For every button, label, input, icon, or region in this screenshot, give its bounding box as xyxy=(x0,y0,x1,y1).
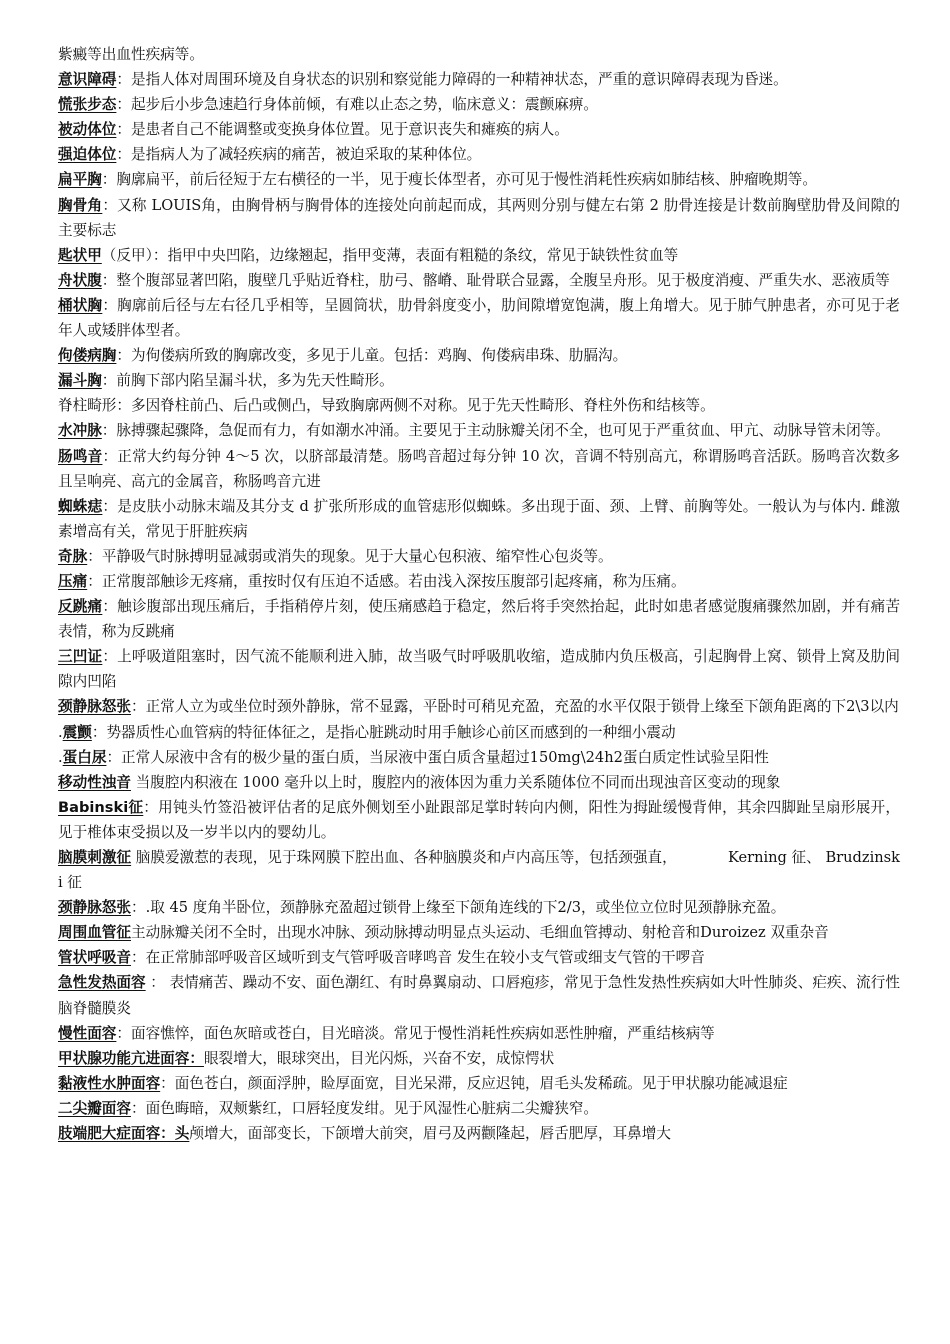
entry-definition: 起步后小步急速趋行身体前倾，有难以止态之势，临床意义：震颤麻痹。 xyxy=(131,96,599,114)
definition-entry xyxy=(58,644,900,694)
entry-definition: 正常人尿液中含有的极少量的蛋白质，当尿液中蛋白质含量超过150mg\24h2蛋白质定性试验呈阳性 xyxy=(121,748,769,766)
entry-definition: 整个腹部显著凹陷，腹壁几乎贴近脊柱，肋弓、髂嵴、耻骨联合显露，全腹呈舟形。见于极度消瘦、严重失水、恶液质等 xyxy=(116,271,890,289)
entry-separator: ： xyxy=(130,899,146,917)
definition-entry xyxy=(58,694,900,719)
entry-prefix: . xyxy=(58,723,63,741)
entry-term: 漏斗胸 xyxy=(58,372,102,390)
definition-entry xyxy=(58,1071,900,1096)
entry-term: 周围血管征 xyxy=(58,924,131,942)
entry-prefix: . xyxy=(58,748,63,766)
entry-definition: 是皮肤小动脉末端及其分支 d 扩张所形成的血管痣形似蜘蛛。多出现于面、颈、上臂、前胸等处。一般认为与体内. 雌激素增高有关，常见于肝脏疾病 xyxy=(58,497,900,540)
entry-term: 胸骨角 xyxy=(58,196,103,214)
entry-definition: 面色晦暗，双颊紫红，口唇轻度发绀。见于风湿性心脏病二尖瓣狭窄。 xyxy=(145,1099,599,1117)
definition-entry xyxy=(58,368,900,393)
definition-entry xyxy=(58,167,900,192)
entry-separator: ： xyxy=(102,296,118,314)
entry-definition: 用钝头竹签沿被评估者的足底外侧划至小趾跟部足掌时转向内侧，阳性为拇趾缓慢背伸，其余四脚趾呈扇形展开，见于椎体束受损以及一岁半以内的婴幼儿。 xyxy=(58,798,900,841)
entry-term: 被动体位 xyxy=(58,121,117,139)
definition-entry xyxy=(58,544,900,569)
entry-definition: 正常人立为或坐位时颈外静脉，常不显露，平卧时可稍见充盈，充盈的水平仅限于锁骨上缘至下颌角距离的下2\3以内 xyxy=(145,698,899,716)
definition-entry xyxy=(58,1021,900,1046)
entry-term: 肢端肥大症面容：头 xyxy=(58,1125,190,1143)
entry-term: 二尖瓣面容 xyxy=(58,1099,131,1117)
entry-definition: 是指病人为了减轻疾病的痛苦，被迫采取的某种体位。 xyxy=(131,146,482,164)
definition-entry xyxy=(58,268,900,293)
entry-separator: ： xyxy=(160,1074,175,1092)
entry-definition: 上呼吸道阻塞时，因气流不能顺利进入肺，故当吸气时呼吸肌收缩，造成肺内负压极高，引起胸骨上窝、锁骨上窝及肋间隙内凹陷 xyxy=(58,648,900,691)
entry-term: Babinski征 xyxy=(58,798,144,816)
entry-definition: 脊柱畸形：多因脊柱前凸、后凸或侧凸，导致胸廓两侧不对称。见于先天性畸形、脊柱外伤和结核等。 xyxy=(58,397,715,415)
entry-definition: 势器质性心血管病的特征体征之，是指心脏跳动时用手触诊心前区而感到的一种细小震动 xyxy=(106,723,676,741)
entry-separator: ： xyxy=(101,422,117,440)
entry-separator: ： xyxy=(101,171,117,189)
definition-entry xyxy=(58,945,900,970)
entry-separator: ： xyxy=(116,146,131,164)
entry-term: 甲状腺功能亢进面容： xyxy=(58,1049,204,1067)
entry-separator: ： xyxy=(130,1099,146,1117)
entry-definition: 正常大约每分钟 4～5 次，以脐部最清楚。肠鸣音超过每分钟 10 次，音调不特别高亢，称谓肠鸣音活跃。肠鸣音次数多且呈响亮、高亢的金属音，称肠鸣音亢进 xyxy=(58,447,900,490)
definition-entry xyxy=(58,393,900,418)
entry-term: 舟状腹 xyxy=(58,271,102,289)
definition-entry xyxy=(58,745,900,770)
definition-entry xyxy=(58,569,900,594)
entry-separator: ： xyxy=(116,347,131,365)
entry-definition: 颅增大，面部变长，下颌增大前突，眉弓及两颧隆起，唇舌肥厚，耳鼻增大 xyxy=(189,1125,671,1143)
entry-definition: 平静吸气时脉搏明显减弱或消失的现象。见于大量心包积液、缩窄性心包炎等。 xyxy=(101,547,613,565)
entry-term: 慌张步态 xyxy=(58,96,117,114)
entry-separator: ： xyxy=(116,1024,131,1042)
entry-definition: 是患者自己不能调整或变换身体位置。见于意识丧失和瘫痪的病人。 xyxy=(131,121,569,139)
definition-entry xyxy=(58,142,900,167)
entry-separator: ： xyxy=(102,447,118,465)
entry-definition: 为佝偻病所致的胸廓改变，多见于儿童。包括：鸡胸、佝偻病串珠、肋膈沟。 xyxy=(131,347,628,365)
definition-entry xyxy=(58,895,900,920)
entry-separator: ： xyxy=(101,271,117,289)
definition-entry xyxy=(58,494,900,544)
definition-entry xyxy=(58,1096,900,1121)
entry-definition: 面色苍白，颜面浮肿，睑厚面宽，目光呆滞，反应迟钝，眉毛头发稀疏。见于甲状腺功能减退症 xyxy=(174,1074,788,1092)
entry-term: 奇脉 xyxy=(58,547,88,565)
entry-separator: ： xyxy=(143,798,159,816)
entry-term: 震颤 xyxy=(62,723,92,741)
entry-separator: ： xyxy=(116,121,131,139)
entry-separator: ： xyxy=(102,648,118,666)
definition-entry xyxy=(58,343,900,368)
entry-separator: ： xyxy=(101,372,117,390)
entry-separator: ： xyxy=(91,723,107,741)
entry-separator: ： xyxy=(130,949,146,967)
definition-entry xyxy=(58,67,900,92)
definition-entry xyxy=(58,418,900,443)
entry-definition: 是指人体对周围环境及自身状态的识别和察觉能力障碍的一种精神状态，严重的意识障碍表现为昏迷。 xyxy=(131,71,788,89)
entry-definition: 脑膜爱激惹的表现，见于珠网膜下腔出血、各种脑膜炎和卢内高压等，包括颈强直， Kerning 征、 Brudzinski 征 xyxy=(58,849,900,892)
definition-entry xyxy=(58,1121,900,1146)
entry-term: 水冲脉 xyxy=(58,422,102,440)
entry-term: 反跳痛 xyxy=(58,598,103,616)
entry-definition: 面容憔悴，面色灰暗或苍白，目光暗淡。常见于慢性消耗性疾病如恶性肿瘤，严重结核病等 xyxy=(131,1024,715,1042)
entry-term: 移动性浊音 xyxy=(58,773,131,791)
entry-definition: 脉搏骤起骤降，急促而有力，有如潮水冲涌。主要见于主动脉瓣关闭不全，也可见于严重贫血、甲亢、动脉导管未闭等。 xyxy=(116,422,890,440)
entry-term: 黏液性水肿面容 xyxy=(58,1074,161,1092)
definition-entry xyxy=(58,770,900,795)
entry-separator: ： xyxy=(116,71,131,89)
entry-term: 慢性面容 xyxy=(58,1024,117,1042)
entry-term: 急性发热面容 xyxy=(58,974,146,992)
entry-term: 蛋白尿 xyxy=(62,748,107,766)
entry-term: 肠鸣音 xyxy=(58,447,103,465)
entry-term: 佝偻病胸 xyxy=(58,347,117,365)
definition-entry xyxy=(58,920,900,945)
entry-definition: 当腹腔内积液在 1000 毫升以上时，腹腔内的液体因为重力关系随体位不同而出现浊音区变动的现象 xyxy=(135,773,781,791)
entry-definition: .取 45 度角半卧位，颈静脉充盈超过锁骨上缘至下颌角连线的下2/3，或坐位立位时见颈静脉充盈。 xyxy=(145,899,786,917)
entry-definition: 表情痛苦、躁动不安、面色潮红、有时鼻翼扇动、口唇疱疹，常见于急性发热性疾病如大叶性肺炎、疟疾、流行性脑脊髓膜炎 xyxy=(58,974,900,1017)
entry-separator: ： xyxy=(87,572,102,590)
entry-definition: 正常腹部触诊无疼痛，重按时仅有压迫不适感。若由浅入深按压腹部引起疼痛，称为压痛。 xyxy=(101,572,686,590)
definition-entry xyxy=(58,117,900,142)
entry-definition: 胸廓扁平，前后径短于左右横径的一半，见于瘦长体型者，亦可见于慢性消耗性疾病如肺结核、肿瘤晚期等。 xyxy=(116,171,817,189)
entry-separator: ： xyxy=(106,748,122,766)
entry-term: 扁平胸 xyxy=(58,171,102,189)
entry-separator: ： xyxy=(130,698,146,716)
entry-definition: 紫癜等出血性疾病等。 xyxy=(58,46,204,63)
entry-term: 强迫体位 xyxy=(58,146,117,164)
definition-entry xyxy=(58,720,900,745)
entry-definition: 胸廓前后径与左右径几乎相等，呈圆筒状，肋骨斜度变小，肋间隙增宽饱满，腹上角增大。见于肺气肿患者，亦可见于老年人或矮胖体型者。 xyxy=(58,296,900,340)
entry-separator: ： xyxy=(102,598,118,616)
entry-term: 桶状胸 xyxy=(58,296,103,314)
entry-definition: 在正常肺部呼吸音区域听到支气管呼吸音哮鸣音 发生在较小支气管或细支气管的干啰音 xyxy=(145,949,705,967)
entry-definition: 触诊腹部出现压痛后，手指稍停片刻，使压痛感趋于稳定，然后将手突然抬起，此时如患者感觉腹痛骤然加剧，并有痛苦表情，称为反跳痛 xyxy=(58,598,900,641)
entry-definition: 眼裂增大，眼球突出，目光闪烁，兴奋不安，成惊愕状 xyxy=(203,1049,555,1067)
definition-entry xyxy=(58,845,900,895)
definition-entry xyxy=(58,1046,900,1071)
definition-entry xyxy=(58,42,900,67)
entry-definition: 前胸下部内陷呈漏斗状，多为先天性畸形。 xyxy=(116,372,394,390)
entry-definition: （反甲）：指甲中央凹陷，边缘翘起，指甲变薄，表面有粗糙的条纹，常见于缺铁性贫血等 xyxy=(101,246,679,264)
entry-separator: ： xyxy=(87,547,102,565)
definition-entry xyxy=(58,444,900,494)
entry-separator: ： xyxy=(102,497,118,515)
entry-term: 压痛 xyxy=(58,572,88,590)
definition-entry xyxy=(58,594,900,644)
entry-separator: ： xyxy=(102,196,118,214)
entry-definition: 主动脉瓣关闭不全时，出现水冲脉、颈动脉搏动明显点头运动、毛细血管搏动、射枪音和Duroizez 双重杂音 xyxy=(130,924,829,942)
entry-term: 脑膜刺激征 xyxy=(58,849,132,866)
definition-entry xyxy=(58,970,900,1020)
entry-separator: ： xyxy=(145,974,170,992)
entry-term: 颈静脉怒张 xyxy=(58,899,131,917)
definition-entry xyxy=(58,795,900,845)
definition-entry xyxy=(58,193,900,243)
entry-definition: 又称 LOUIS角，由胸骨柄与胸骨体的连接处向前起而成，其两则分别与健左右第 2 肋骨连接是计数前胸壁肋骨及间隙的主要标志 xyxy=(58,196,900,239)
definition-entry xyxy=(58,293,900,343)
entry-term: 蜘蛛痣 xyxy=(58,497,103,515)
entry-term: 意识障碍 xyxy=(58,71,117,89)
entry-separator: ： xyxy=(116,96,131,114)
entry-term: 匙状甲 xyxy=(58,246,102,264)
definition-entry xyxy=(58,92,900,117)
entry-term: 颈静脉怒张 xyxy=(58,698,131,716)
entry-term: 管状呼吸音 xyxy=(58,949,131,967)
definition-entry xyxy=(58,243,900,268)
entry-term: 三凹证 xyxy=(58,648,103,666)
